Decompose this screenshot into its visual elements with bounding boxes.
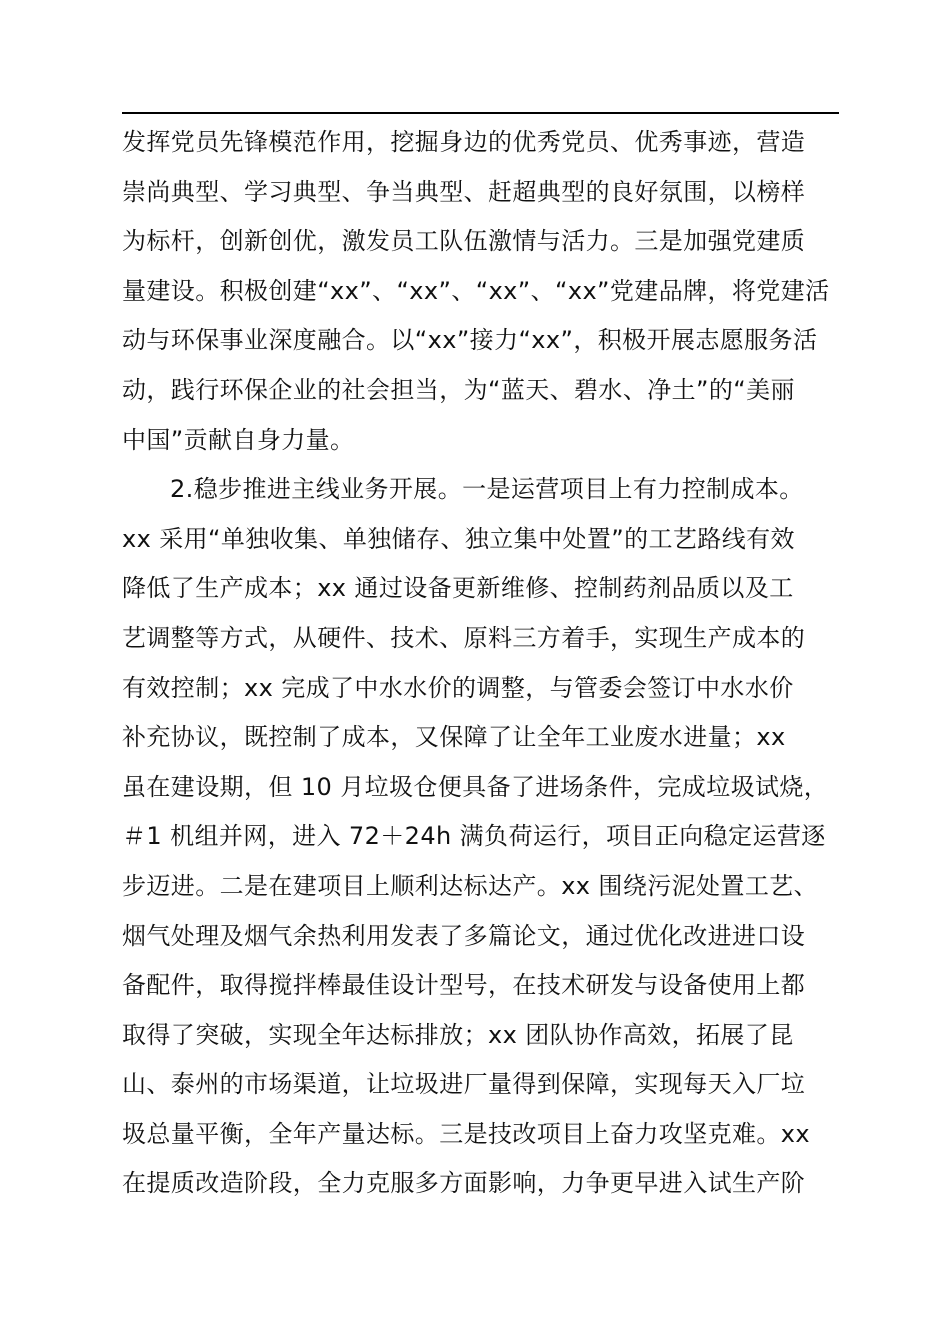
text-line: 动，践行环保企业的社会担当，为“蓝天、碧水、净土”的“美丽: [122, 375, 795, 404]
text-line: 虽在建设期，但 10 月垃圾仓便具备了进场条件，完成垃圾试烧，: [122, 772, 829, 801]
paragraph-heading-line: 2.稳步推进主线业务开展。一是运营项目上有力控制成本。: [170, 475, 804, 504]
text-line: 为标杆，创新创优，激发员工队伍激情与活力。三是加强党建质: [122, 227, 806, 256]
text-line: 备配件，取得搅拌棒最佳设计型号，在技术研发与设备使用上都: [122, 971, 806, 1000]
text-line: 山、泰州的市场渠道，让垃圾进厂量得到保障，实现每天入厂垃: [122, 1070, 806, 1099]
text-line: 取得了突破，实现全年达标排放；xx 团队协作高效，拓展了昆: [122, 1020, 794, 1049]
text-line: 有效控制；xx 完成了中水水价的调整，与管委会签订中水水价: [122, 673, 794, 702]
body-text: [122, 118, 842, 1209]
text-line: 动与环保事业深度融合。以“xx”接力“xx”，积极开展志愿服务活: [122, 326, 818, 355]
text-line: 中国”贡献自身力量。: [122, 425, 355, 454]
text-line: xx 采用“单独收集、单独储存、独立集中处置”的工艺路线有效: [122, 524, 795, 553]
text-line: 发挥党员先锋模范作用，挖掘身边的优秀党员、优秀事迹，营造: [122, 128, 806, 156]
text-line: 步迈进。二是在建项目上顺利达标达产。xx 围绕污泥处置工艺、: [122, 871, 819, 900]
text-line: ＃1 机组并网，进入 72＋24h 满负荷运行，项目正向稳定运营逐: [122, 822, 826, 851]
text-line: 量建设。积极创建“xx”、“xx”、“xx”、“xx”党建品牌，将党建活: [122, 276, 830, 305]
text-line: 艺调整等方式，从硬件、技术、原料三方着手，实现生产成本的: [122, 623, 806, 652]
text-line: 在提质改造阶段，全力克服多方面影响，力争更早进入试生产阶: [122, 1169, 806, 1198]
text-line: 降低了生产成本；xx 通过设备更新维修、控制药剂品质以及工: [122, 574, 794, 603]
text-line: 崇尚典型、学习典型、争当典型、赶超典型的良好氛围，以榜样: [122, 177, 806, 206]
text-line: 补充协议，既控制了成本，又保障了让全年工业废水进量；xx: [122, 723, 786, 752]
text-line: 圾总量平衡，全年产量达标。三是技改项目上奋力攻坚克难。xx: [122, 1119, 811, 1148]
header-rule: [122, 112, 839, 114]
text-line: 烟气处理及烟气余热利用发表了多篇论文，通过优化改进进口设: [122, 921, 806, 950]
